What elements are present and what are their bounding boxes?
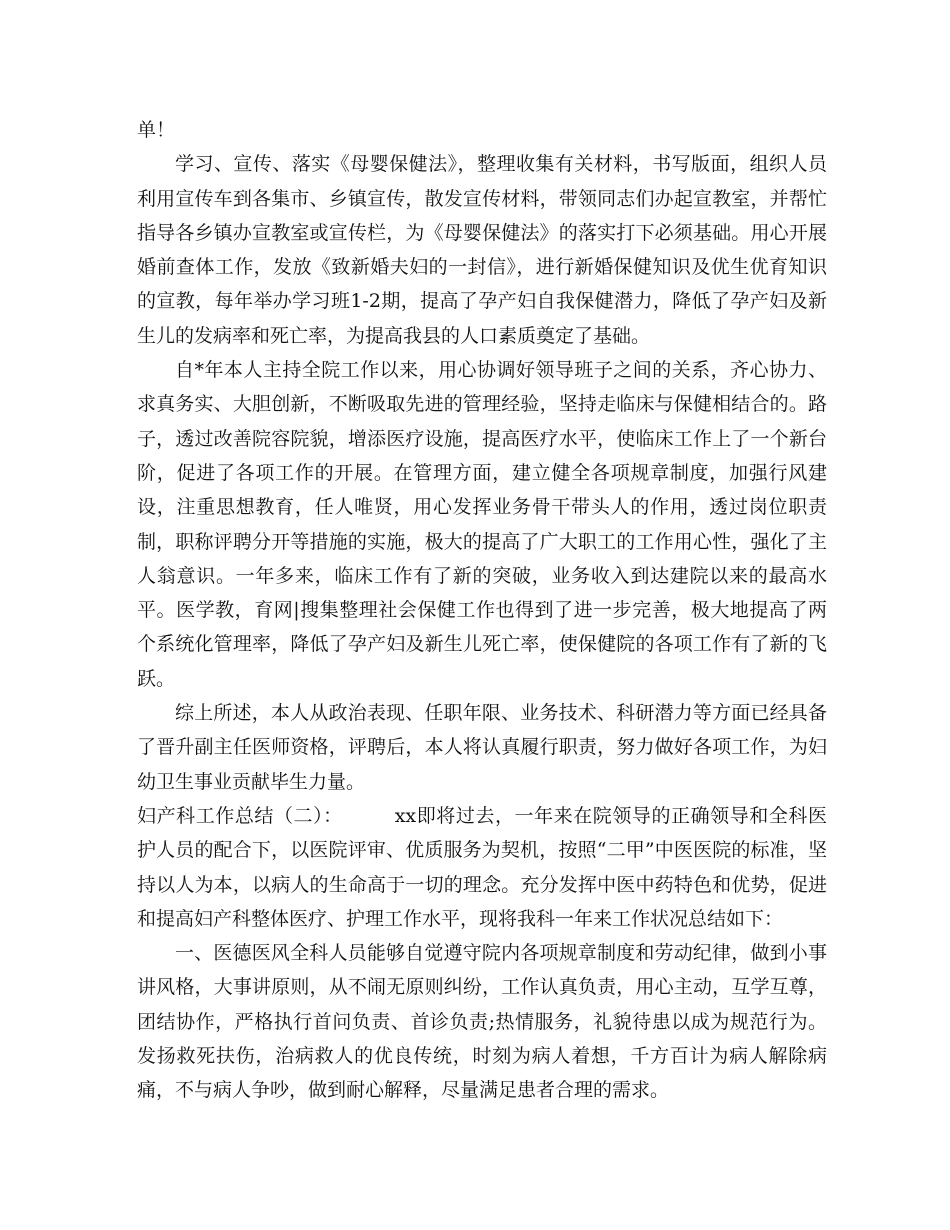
paragraph-medical-ethics: 一、医德医风全科人员能够自觉遵守院内各项规章制度和劳动纪律，做到小事讲风格，大事讲原则，从不闹无原则纠纷，工作认真负责，用心主动，互学互尊，团结协作，严格执行首问负责、首诊负责;热情服务，礼貌待患以成为规范行为。发扬救死扶伤，治病救人的优良传统，时刻为病人着想，千方百计为病人解除病痛，不与病人争吵，做到耐心解释，尽量满足患者合理的需求。: [137, 942, 827, 1102]
paragraph-publicity: 学习、宣传、落实《母婴保健法》，整理收集有关材料，书写版面，组织人员利用宣传车到各集市、乡镇宣传，散发宣传材料，带领同志们办起宣教室，并帮忙指导各乡镇办宣教室或宣传栏，为《母婴保健法》的落实打下必须基础。用心开展婚前查体工作，发放《致新婚夫妇的一封信》，进行新婚保健知识及优生优育知识的宣教，每年举办学习班1-2期，提高了孕产妇自我保健潜力，降低了孕产妇及新生儿的发病率和死亡率，为提高我县的人口素质奠定了基础。: [137, 153, 827, 347]
document-body: [137, 113, 827, 1108]
paragraph-section-two: [137, 799, 827, 936]
paragraph-continuation: 单！: [137, 119, 176, 141]
section-intro: xx即将过去，一年来在院领导的正确领导和全科医护人员的配合下，以医院评审、优质服务为契机，按照“二甲”中医医院的标准，坚持以人为本，以病人的生命高于一切的理念。充分发挥中医中药特色和优势，促进和提高妇产科整体医疗、护理工作水平，现将我科一年来工作状况总结如下：: [137, 804, 827, 930]
paragraph-summary: 综上所述，本人从政治表现、任职年限、业务技术、科研潜力等方面已经具备了晋升副主任医师资格，评聘后，本人将认真履行职责，努力做好各项工作，为妇幼卫生事业贡献毕生力量。: [137, 702, 827, 793]
paragraph-management: 自*年本人主持全院工作以来，用心协调好领导班子之间的关系，齐心协力、求真务实、大胆创新，不断吸取先进的管理经验，坚持走临床与保健相结合的。路子，透过改善院容院貌，增添医疗设施，提高医疗水平，使临床工作上了一个新台阶，促进了各项工作的开展。在管理方面，建立健全各项规章制度，加强行风建设，注重思想教育，任人唯贤，用心发挥业务骨干带头人的作用，透过岗位职责制，职称评聘分开等措施的实施，极大的提高了广大职工的工作用心性，强化了主人翁意识。一年多来，临床工作有了新的突破，业务收入到达建院以来的最高水平。医学教，育网|搜集整理社会保健工作也得到了进一步完善，极大地提高了两个系统化管理率，降低了孕产妇及新生儿死亡率，使保健院的各项工作有了新的飞跃。: [137, 359, 827, 690]
section-heading: 妇产科工作总结（二）：: [137, 804, 343, 827]
